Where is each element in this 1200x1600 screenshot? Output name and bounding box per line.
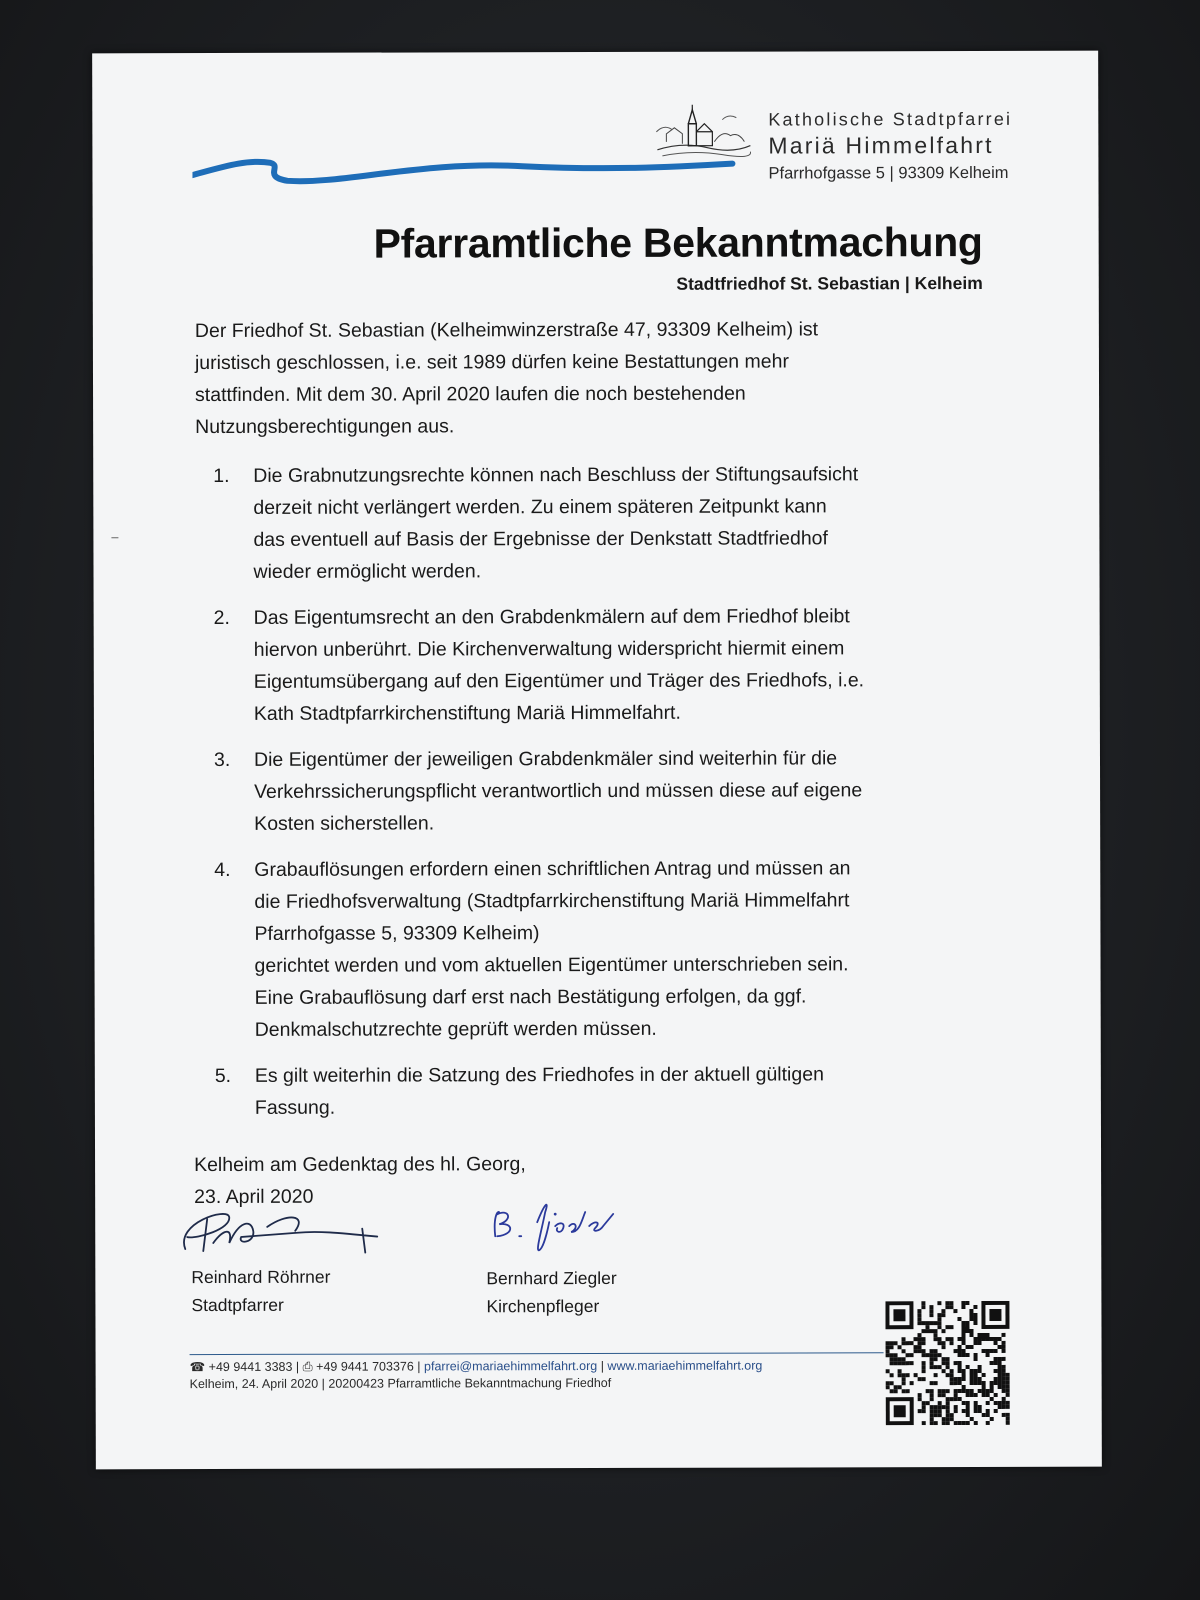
list-item-line: hiervon unberührt. Die Kirchenverwaltung widerspricht hiermit einem <box>253 637 845 661</box>
list-item-line: Das Eigentumsrecht an den Grabdenkmälern auf dem Friedhof bleibt <box>253 605 850 629</box>
list-item-line: derzeit nicht verlängert werden. Zu einem späteren Zeitpunkt kann <box>253 495 827 519</box>
fax-icon: ⎙ <box>302 1359 313 1374</box>
signer-block-1 <box>191 1263 330 1319</box>
intro-line: stattfinden. Mit dem 30. April 2020 laufen die noch bestehenden <box>195 382 746 407</box>
list-number: 4. <box>214 858 231 882</box>
qr-code <box>885 1301 1013 1425</box>
list-item-4 <box>214 852 995 1046</box>
list-item-line: Grabauflösungen erfordern einen schriftlichen Antrag und müssen an <box>254 857 851 881</box>
list-item-line: Denkmalschutzrechte geprüft werden müssen. <box>254 1017 657 1041</box>
list-item-2 <box>214 600 994 730</box>
list-item-line: Eine Grabauflösung darf erst nach Bestätigung erfolgen, da ggf. <box>254 985 807 1009</box>
list-number: 5. <box>214 1064 232 1088</box>
edge-mark <box>111 537 118 538</box>
list-item-line: Verkehrssicherungspflicht verantwortlich und müssen diese auf eigene <box>254 779 863 803</box>
footer-contact: ☎ +49 9441 3383 | ⎙ +49 9441 703376 | pfarrei@mariaehimmelfahrt.org | www.mariaehimmelfahrt.org <box>189 1358 763 1375</box>
intro-paragraph <box>195 313 915 443</box>
list-number: 2. <box>213 606 230 630</box>
list-item-line: gerichtet werden und vom aktuellen Eigentümer unterschrieben sein. <box>254 953 849 977</box>
closing-line: Kelheim am Gedenktag des hl. Georg, <box>194 1153 526 1177</box>
signer-block-2 <box>486 1264 617 1320</box>
intro-line: Der Friedhof St. Sebastian (Kelheimwinzerstraße 47, 93309 Kelheim) ist <box>194 318 819 343</box>
church-town-icon <box>652 102 752 162</box>
list-number: 3. <box>213 748 231 772</box>
letterhead-org-type: Katholische Stadtpfarrei <box>768 108 1013 130</box>
list-item-line: Pfarrhofgasse 5, 93309 Kelheim) <box>254 922 540 945</box>
numbered-list <box>213 458 995 1124</box>
intro-line: juristisch geschlossen, i.e. seit 1989 dürfen keine Bestattungen mehr <box>194 350 790 375</box>
document-subtitle: Stadtfriedhof St. Sebastian | Kelheim <box>676 272 983 294</box>
footer-divider <box>190 1352 884 1355</box>
phone-icon: ☎ <box>189 1360 206 1375</box>
footer-phone: +49 9441 3383 <box>208 1359 293 1375</box>
document-title: Pfarramtliche Bekanntmachung <box>373 218 983 267</box>
letterhead-address: Pfarrhofgasse 5 | 93309 Kelheim <box>768 163 1009 183</box>
footer-website-link[interactable]: www.mariaehimmelfahrt.org <box>607 1358 763 1373</box>
signer-name: Reinhard Röhrner <box>191 1266 331 1288</box>
signer-role: Kirchenpfleger <box>486 1295 600 1317</box>
signer-name: Bernhard Ziegler <box>486 1267 617 1289</box>
footer-email-link[interactable]: pfarrei@mariaehimmelfahrt.org <box>424 1359 598 1374</box>
intro-line: Nutzungsberechtigungen aus. <box>195 415 455 439</box>
list-item-line: Fassung. <box>254 1096 336 1119</box>
list-item-line: Die Grabnutzungsrechte können nach Beschluss der Stiftungsaufsicht <box>253 463 859 487</box>
list-item-line: die Friedhofsverwaltung (Stadtpfarrkirchenstiftung Mariä Himmelfahrt <box>254 889 850 913</box>
list-item-line: Kosten sicherstellen. <box>254 812 435 835</box>
footer-reference: Kelheim, 24. April 2020 | 20200423 Pfarramtliche Bekanntmachung Friedhof <box>189 1375 612 1392</box>
list-item-1 <box>213 458 993 588</box>
footer-fax: +49 9441 703376 <box>316 1359 414 1374</box>
list-item-3 <box>214 742 994 840</box>
list-number: 1. <box>213 464 230 488</box>
list-item-5 <box>215 1058 995 1124</box>
list-item-line: das eventuell auf Basis der Ergebnisse der Denkstatt Stadtfriedhof <box>253 527 828 551</box>
list-item-line: Es gilt weiterhin die Satzung des Friedhofes in der aktuell gültigen <box>254 1063 824 1087</box>
list-item-line: Eigentumsübergang auf den Eigentümer und Träger des Friedhofs, i.e. <box>253 669 865 693</box>
signature-ziegler <box>485 1192 635 1262</box>
letterhead <box>768 107 1068 186</box>
letterhead-parish-name: Mariä Himmelfahrt <box>768 131 994 159</box>
list-item-line: Die Eigentümer der jeweiligen Grabdenkmäler sind weiterhin für die <box>253 747 838 771</box>
list-item-line: wieder ermöglicht werden. <box>253 560 482 583</box>
notice-sheet <box>92 51 1102 1470</box>
list-item-line: Kath Stadtpfarrkirchenstiftung Mariä Himmelfahrt. <box>253 701 681 725</box>
signer-role: Stadtpfarrer <box>191 1294 284 1316</box>
closing-line: 23. April 2020 <box>194 1185 314 1209</box>
